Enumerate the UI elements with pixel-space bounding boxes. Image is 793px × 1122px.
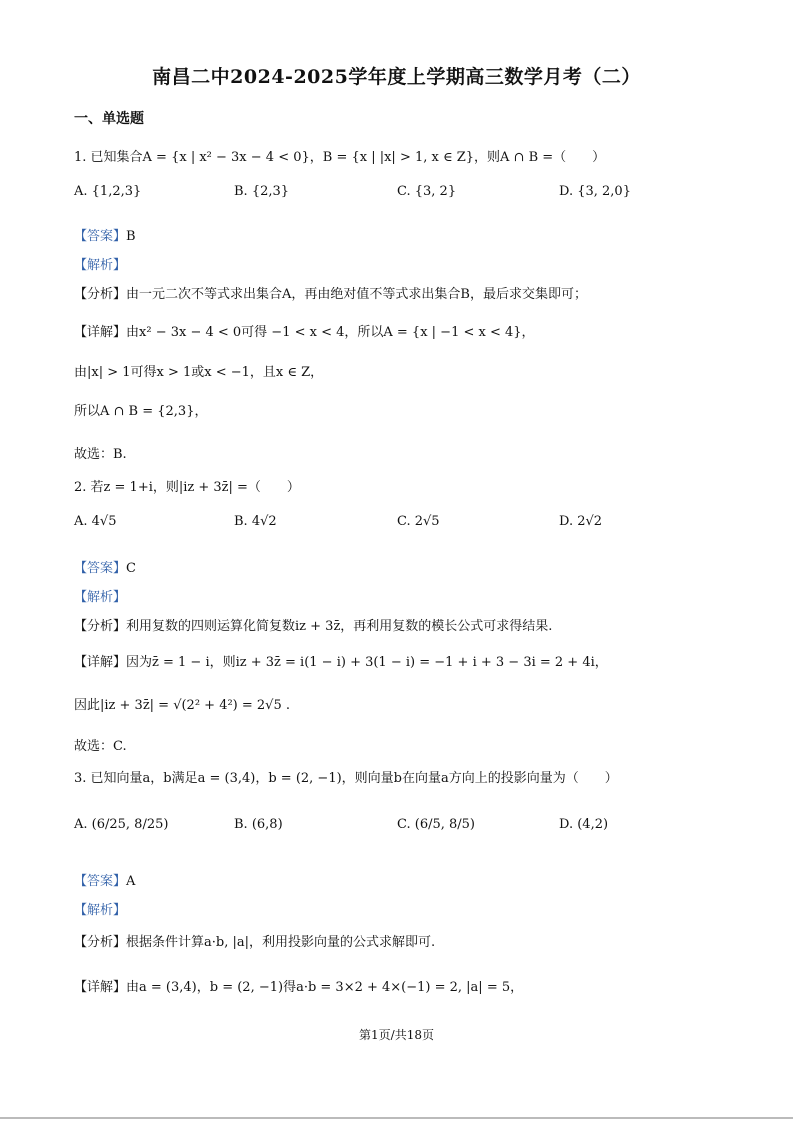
question-3-analysis-label [74,899,126,918]
question-1-xiangjie [74,321,535,340]
answer-label: 【答案】 [74,229,127,244]
xiangjie-label: 【详解】 [74,980,127,995]
fenxi-label: 【分析】 [74,287,127,302]
question-1-fenxi [74,283,587,302]
question-2-fenxi [74,615,552,634]
question-2-stem: 2. 若z = 1+i，则|iz + 3z̄| =（ ） [74,480,300,495]
question-1-conclusion: 故选：B. [74,447,127,462]
question-1-line-3: 所以A ∩ B = {2,3}， [74,404,208,419]
question-3-stem: 3. 已知向量a，b满足a = (3,4)，b = (2, −1)，则向量b在向量a方向上的投影向量为（ ） [74,771,618,786]
question-2-xiangjie [74,651,608,670]
question-3-option-a: A. (6/25, 8/25) [74,817,169,832]
question-2-option-a: A. 4√5 [74,514,117,529]
fenxi-text: 利用复数的四则运算化简复数iz + 3z̄，再利用复数的模长公式可求得结果. [126,619,553,634]
analysis-label: 【解析】 [74,590,127,605]
xiangjie-label: 【详解】 [74,655,127,670]
fenxi-label: 【分析】 [74,619,127,634]
question-3-fenxi [74,931,435,950]
fenxi-label: 【分析】 [74,935,127,950]
answer-label: 【答案】 [74,561,127,576]
question-3-option-b: B. (6,8) [234,817,283,832]
question-3-option-d: D. (4,2) [559,817,609,832]
question-1-option-a: A. {1,2,3} [74,184,142,199]
xiangjie-text: 由x² − 3x − 4 < 0可得 −1 < x < 4，所以A = {x | −1 < x < 4}， [126,325,535,340]
xiangjie-label: 【详解】 [74,325,127,340]
fenxi-text: 由一元二次不等式求出集合A，再由绝对值不等式求出集合B，最后求交集即可； [126,287,587,302]
question-1-stem: 1. 已知集合A = {x | x² − 3x − 4 < 0}，B = {x | |x| > 1, x ∈ Z}，则A ∩ B =（ ） [74,150,606,165]
question-1-line-2: 由|x| > 1可得x > 1或x < −1，且x ∈ Z， [74,365,324,380]
page-footer: 第1页/共18页 [359,1028,434,1042]
fenxi-text: 根据条件计算a·b, |a|，利用投影向量的公式求解即可. [126,935,436,950]
question-2-option-c: C. 2√5 [397,514,440,529]
analysis-label: 【解析】 [74,903,127,918]
xiangjie-text: 因为z̄ = 1 − i，则iz + 3z̄ = i(1 − i) + 3(1 − i) = −1 + i + 3 − 3i = 2 + 4i， [126,655,608,670]
question-3-option-c: C. (6/5, 8/5) [397,817,475,832]
question-2-conclusion: 故选：C. [74,739,127,754]
question-1-answer [74,225,136,244]
question-2-analysis-label [74,586,126,605]
question-2-option-d: D. 2√2 [559,514,603,529]
answer-value: C [126,561,136,576]
xiangjie-text: 由a = (3,4)，b = (2, −1)得a·b = 3×2 + 4×(−1) = 2, |a| = 5， [126,980,524,995]
question-1-option-b: B. {2,3} [234,184,290,199]
page-title: 南昌二中2024-2025学年度上学期高三数学月考（二） [152,66,641,88]
question-1-option-c: C. {3, 2} [397,184,457,199]
answer-value: A [126,874,136,889]
question-2-option-b: B. 4√2 [234,514,277,529]
question-3-xiangjie [74,976,523,995]
answer-label: 【答案】 [74,874,127,889]
section-heading: 一、单选题 [74,111,144,127]
question-1-analysis-label [74,254,126,273]
question-1-option-d: D. {3, 2,0} [559,184,631,199]
question-3-answer [74,870,135,889]
page-bottom-divider [0,1117,793,1119]
question-2-line-2: 因此|iz + 3z̄| = √(2² + 4²) = 2√5 . [74,698,290,713]
question-2-answer [74,557,136,576]
analysis-label: 【解析】 [74,258,127,273]
answer-value: B [126,229,136,244]
